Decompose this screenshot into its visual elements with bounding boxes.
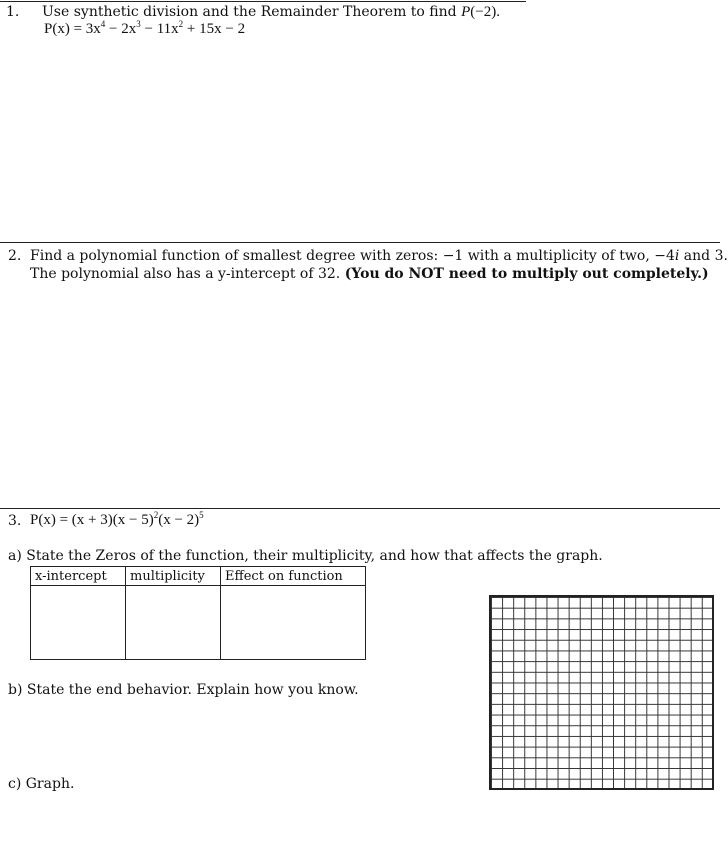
q3-number: 3.	[8, 513, 22, 529]
table-row	[31, 586, 366, 660]
q3-divider	[0, 508, 720, 509]
header-multiplicity: multiplicity	[126, 567, 221, 586]
q2-number: 2.	[8, 248, 22, 264]
q3-part-a: a) State the Zeros of the function, their multiplicity, and how that affects the graph.	[8, 548, 603, 564]
graph-grid[interactable]	[489, 595, 714, 790]
q1-number: 1.	[6, 4, 20, 20]
q1-fn-arg: (−2).	[470, 4, 500, 20]
q2-bold-note: (You do NOT need to multiply out completely.)	[344, 266, 709, 282]
zeros-table-header-row	[31, 567, 366, 586]
q1-prompt-text: Use synthetic division and the Remainder Theorem to find	[42, 4, 462, 20]
header-effect: Effect on function	[221, 567, 366, 586]
answer-cell-multiplicity[interactable]	[126, 586, 221, 660]
q1-polynomial: $P(x) = 3x^4 - 2x^3 - 11x^2 + 15x - 2$	[44, 19, 246, 37]
q3-function: $P(x) = (x + 3)(x - 5)^2(x - 2)^5$	[30, 510, 204, 528]
q3-part-c: c) Graph.	[8, 776, 75, 792]
zeros-table	[30, 566, 366, 660]
q2-divider	[0, 242, 720, 243]
top-rule	[0, 1, 526, 2]
q2-line-2: The polynomial also has a y-intercept of 32. (You do NOT need to multiply out completely.)	[30, 266, 709, 282]
answer-cell-x-intercept[interactable]	[31, 586, 126, 660]
q3-part-b: b) State the end behavior. Explain how you know.	[8, 682, 359, 698]
answer-cell-effect[interactable]	[221, 586, 366, 660]
q2-line-1: Find a polynomial function of smallest degree with zeros: −1 with a multiplicity of two, −4i and 3.	[30, 248, 728, 264]
q1-prompt	[42, 4, 500, 21]
q1-fn-name: P	[461, 4, 471, 20]
header-x-intercept: x-intercept	[31, 567, 126, 586]
